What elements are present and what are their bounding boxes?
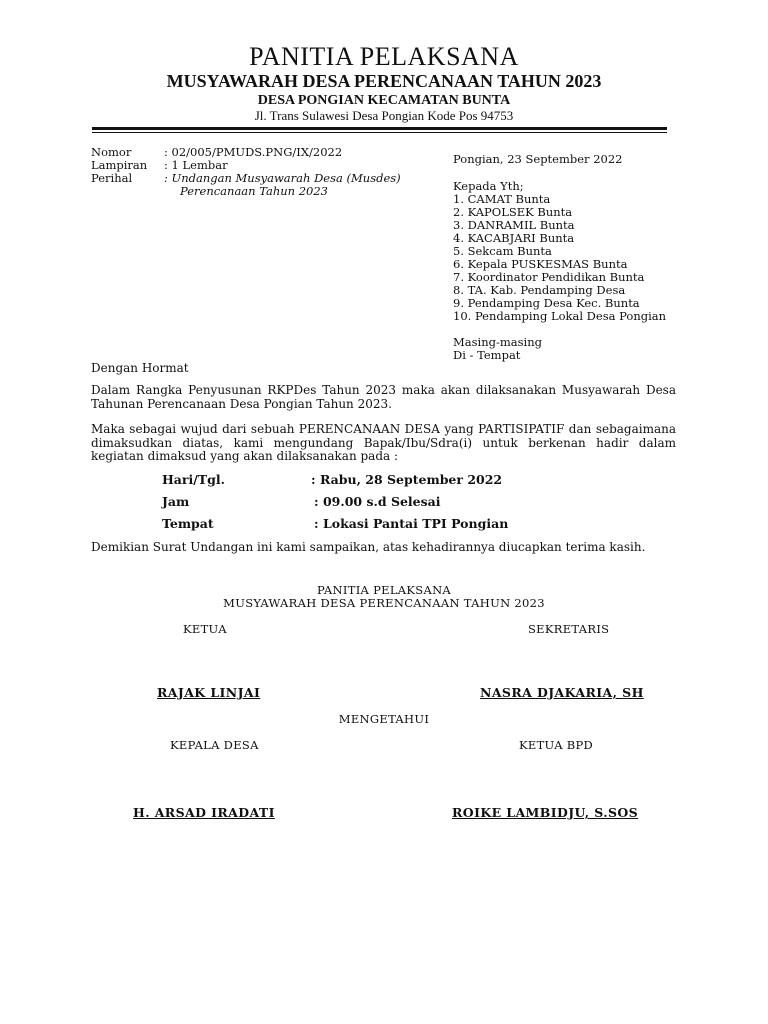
header-rule-thin bbox=[92, 132, 667, 133]
event-time-value: : 09.00 s.d Selesai bbox=[314, 494, 441, 509]
paragraph-intro: Dalam Rangka Penyusunan RKPDes Tahun 2023 maka akan dilaksanakan Musyawarah Desa Tahunan Perencanaan Desa Pongian Tahun 2023. bbox=[91, 383, 676, 411]
letterhead-address: Jl. Trans Sulawesi Desa Pongian Kode Pos 94753 bbox=[254, 108, 514, 123]
recipient-heading: Kepada Yth; bbox=[453, 179, 524, 193]
recipient-item: 10. Pendamping Lokal Desa Pongian bbox=[453, 309, 667, 323]
recipient-item: 3. DANRAMIL Bunta bbox=[453, 218, 575, 232]
recipient-item: 5. Sekcam Bunta bbox=[453, 244, 552, 258]
closing-org-line1: PANITIA PELAKSANA bbox=[316, 583, 452, 597]
paragraph-invitation: Maka sebagai wujud dari sebuah PERENCANAAN DESA yang PARTISIPATIF dan sebagaimana dimaksudkan diatas, kami mengundang Bapak/Ibu/Sdra(i) untuk berkenan hadir dalam kegiatan dimaksud yang akan dilaksanakan pada : bbox=[91, 422, 676, 463]
place-date: Pongian, 23 September 2022 bbox=[453, 152, 623, 166]
nomor-label: Nomor bbox=[91, 145, 132, 159]
event-date-label: Hari/Tgl. bbox=[162, 472, 225, 487]
ketua-bpd-name: ROIKE LAMBIDJU, S.SOS bbox=[452, 805, 639, 820]
perihal-label: Perihal bbox=[91, 171, 133, 185]
salutation: Dengan Hormat bbox=[91, 361, 189, 375]
recipient-masing: Masing-masing bbox=[453, 335, 542, 349]
perihal-value-line1: : Undangan Musyawarah Desa (Musdes) bbox=[164, 171, 401, 185]
sekretaris-name: NASRA DJAKARIA, SH bbox=[480, 685, 644, 700]
nomor-value: : 02/005/PMUDS.PNG/IX/2022 bbox=[164, 145, 343, 159]
sekretaris-role: SEKRETARIS bbox=[528, 622, 610, 636]
letterhead-village: DESA PONGIAN KECAMATAN BUNTA bbox=[257, 93, 511, 108]
perihal-value-line2: Perencanaan Tahun 2023 bbox=[180, 184, 328, 198]
ketua-bpd-role: KETUA BPD bbox=[519, 738, 594, 752]
closing-org-line2: MUSYAWARAH DESA PERENCANAAN TAHUN 2023 bbox=[223, 596, 545, 610]
recipient-item: 8. TA. Kab. Pendamping Desa bbox=[453, 283, 626, 297]
event-place-label: Tempat bbox=[162, 516, 214, 531]
event-date-value: : Rabu, 28 September 2022 bbox=[311, 472, 503, 487]
paragraph-closing: Demikian Surat Undangan ini kami sampaikan, atas kehadirannya diucapkan terima kasih. bbox=[91, 540, 646, 554]
recipient-tempat: Di - Tempat bbox=[453, 348, 521, 362]
recipient-item: 9. Pendamping Desa Kec. Bunta bbox=[453, 296, 640, 310]
kepala-desa-role: KEPALA DESA bbox=[170, 738, 259, 752]
lampiran-label: Lampiran bbox=[91, 158, 148, 172]
mengetahui-label: MENGETAHUI bbox=[338, 712, 430, 726]
recipient-item: 6. Kepala PUSKESMAS Bunta bbox=[453, 257, 628, 271]
kepala-desa-name: H. ARSAD IRADATI bbox=[133, 805, 275, 820]
event-time-label: Jam bbox=[162, 494, 190, 509]
header-rule-thick bbox=[92, 127, 667, 130]
ketua-role: KETUA bbox=[183, 622, 227, 636]
recipient-item: 1. CAMAT Bunta bbox=[453, 192, 551, 206]
recipient-item: 4. KACABJARI Bunta bbox=[453, 231, 575, 245]
event-place-value: : Lokasi Pantai TPI Pongian bbox=[314, 516, 509, 531]
recipient-item: 2. KAPOLSEK Bunta bbox=[453, 205, 573, 219]
ketua-name: RAJAK LINJAI bbox=[157, 685, 261, 700]
lampiran-value: : 1 Lembar bbox=[164, 158, 228, 172]
recipient-item: 7. Koordinator Pendidikan Bunta bbox=[453, 270, 645, 284]
letterhead-title: PANITIA PELAKSANA bbox=[249, 42, 519, 71]
letterhead-subtitle: MUSYAWARAH DESA PERENCANAAN TAHUN 2023 bbox=[166, 71, 602, 91]
